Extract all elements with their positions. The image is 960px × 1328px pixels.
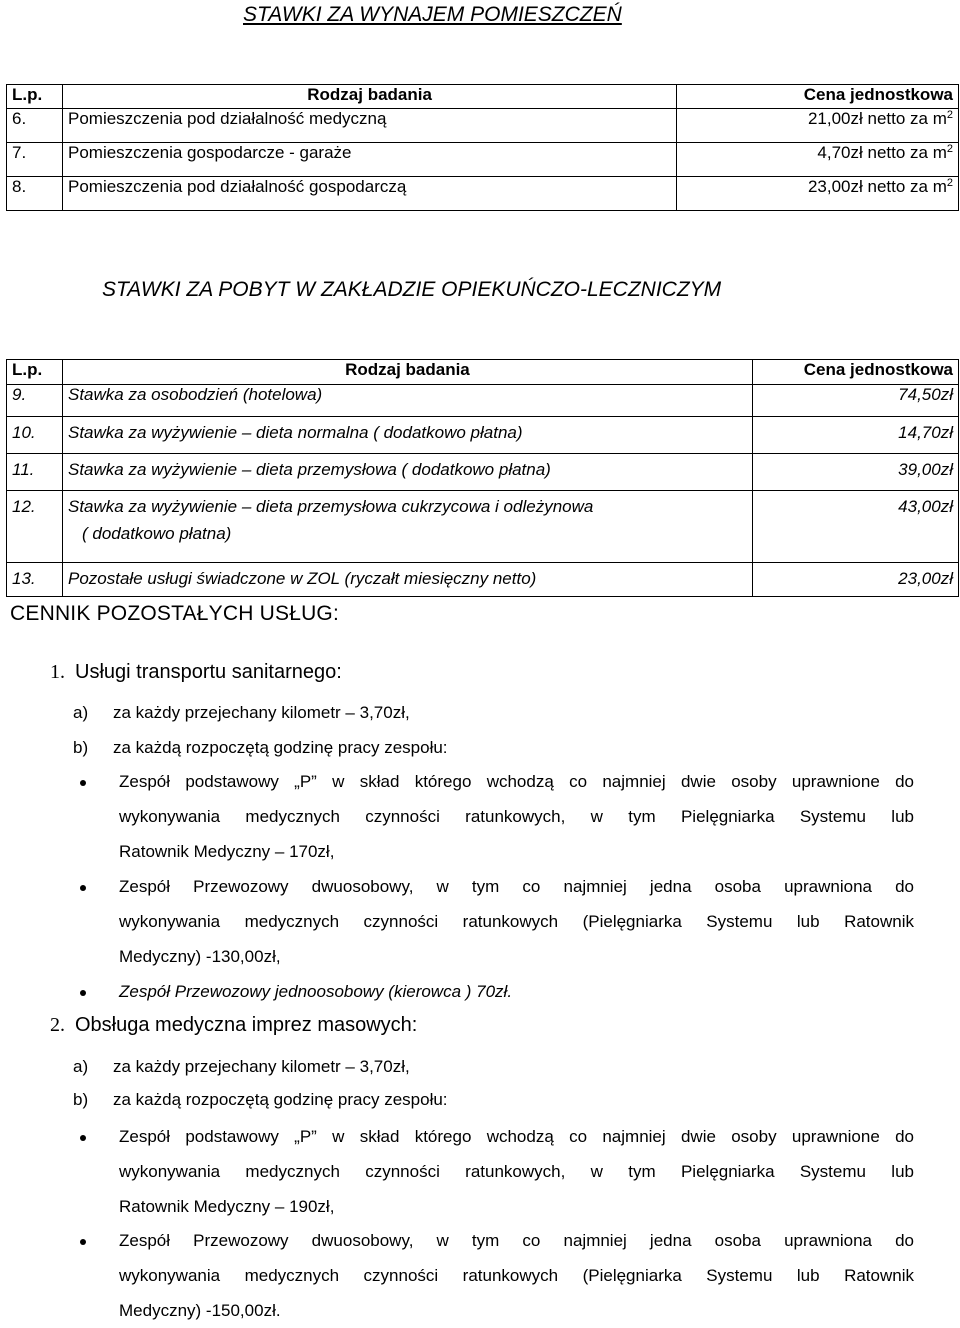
table-row bbox=[7, 109, 959, 143]
row-num: 12. bbox=[7, 491, 63, 563]
row-price: 23,00zł netto za $m^2$ bbox=[677, 177, 959, 211]
section-heading: 1. Usługi transportu sanitarnego: bbox=[50, 661, 342, 683]
item-a: a) za każdy przejechany kilometr – 3,70zł, bbox=[73, 1057, 410, 1076]
row-price: 14,70zł bbox=[752, 417, 958, 454]
table-row bbox=[7, 385, 959, 417]
row-num: 7. bbox=[7, 143, 63, 177]
row-price: 74,50zł bbox=[752, 385, 958, 417]
table-header-row bbox=[7, 85, 959, 109]
list-item: Zespół Przewozowy jednoosobowy (kierowca ) 70zł. bbox=[119, 982, 513, 1001]
row-num: 6. bbox=[7, 109, 63, 143]
zol-title: STAWKI ZA POBYT W ZAKŁADZIE OPIEKUŃCZO-LECZNICZYM bbox=[102, 278, 722, 301]
header-price: Cena jednostkowa bbox=[752, 360, 958, 385]
row-num: 8. bbox=[7, 177, 63, 211]
table-row bbox=[7, 143, 959, 177]
list-item: Zespół podstawowy „P” w skład którego wchodzą co najmniej dwie osoby uprawnione do wykonywania medycznych czynności ratunkowych, w tym Pielęgniarka Systemu lub Ratownik Medyczny – 170zł, bbox=[119, 772, 914, 861]
row-price: 23,00zł bbox=[752, 563, 958, 597]
header-price: Cena jednostkowa bbox=[677, 85, 959, 109]
header-lp: L.p. bbox=[7, 85, 63, 109]
list-item: Zespół Przewozowy dwuosobowy, w tym co najmniej jedna osoba uprawniona do wykonywania medycznych czynności ratunkowych (Pielęgniarka Systemu lub Ratownik Medyczny) -150,00zł. bbox=[119, 1231, 914, 1320]
row-name: Pomieszczenia gospodarcze - garaże bbox=[63, 143, 677, 177]
row-name: Stawka za wyżywienie – dieta normalna ( dodatkowo płatna) bbox=[63, 417, 753, 454]
header-type: Rodzaj badania bbox=[63, 360, 753, 385]
row-num: 9. bbox=[7, 385, 63, 417]
row-name: Pozostałe usługi świadczone w ZOL (ryczałt miesięczny netto) bbox=[63, 563, 753, 597]
row-name: Stawka za osobodzień (hotelowa) bbox=[63, 385, 753, 417]
rental-table bbox=[6, 84, 959, 211]
row-num: 11. bbox=[7, 454, 63, 491]
row-price: 43,00zł bbox=[752, 491, 958, 563]
row-num: 10. bbox=[7, 417, 63, 454]
header-lp: L.p. bbox=[7, 360, 63, 385]
table-row bbox=[7, 417, 959, 454]
row-name: Pomieszczenia pod działalność gospodarczą bbox=[63, 177, 677, 211]
header-type: Rodzaj badania bbox=[63, 85, 677, 109]
row-price: 21,00zł netto za $m^2$ bbox=[677, 109, 959, 143]
item-a: a) za każdy przejechany kilometr – 3,70zł, bbox=[73, 703, 410, 722]
item-b: b) za każdą rozpoczętą godzinę pracy zespołu: bbox=[73, 738, 448, 757]
table-row bbox=[7, 563, 959, 597]
item-b: b) za każdą rozpoczętą godzinę pracy zespołu: bbox=[73, 1090, 448, 1109]
table-row bbox=[7, 491, 959, 563]
table-row bbox=[7, 454, 959, 491]
section-heading: 2. Obsługa medyczna imprez masowych: bbox=[50, 1014, 418, 1036]
row-name: Pomieszczenia pod działalność medyczną bbox=[63, 109, 677, 143]
row-price: 4,70zł netto za $m^2$ bbox=[677, 143, 959, 177]
list-item: Zespół podstawowy „P” w skład którego wchodzą co najmniej dwie osoby uprawnione do wykonywania medycznych czynności ratunkowych, w tym Pielęgniarka Systemu lub Ratownik Medyczny – 190zł, bbox=[119, 1127, 914, 1216]
list-item: Zespół Przewozowy dwuosobowy, w tym co najmniej jedna osoba uprawniona do wykonywania medycznych czynności ratunkowych (Pielęgniarka Systemu lub Ratownik Medyczny) -130,00zł, bbox=[119, 877, 914, 966]
table-header-row bbox=[7, 360, 959, 385]
pricelist-title: CENNIK POZOSTAŁYCH USŁUG: bbox=[10, 602, 340, 625]
rental-title: STAWKI ZA WYNAJEM POMIESZCZEŃ bbox=[243, 3, 622, 26]
zol-table bbox=[6, 359, 959, 597]
row-name: Stawka za wyżywienie – dieta przemysłowa ( dodatkowo płatna) bbox=[63, 454, 753, 491]
row-name: Stawka za wyżywienie – dieta przemysłowa cukrzycowa i odleżynowa ( dodatkowo płatna) bbox=[63, 491, 753, 563]
row-num: 13. bbox=[7, 563, 63, 597]
table-row bbox=[7, 177, 959, 211]
row-price: 39,00zł bbox=[752, 454, 958, 491]
